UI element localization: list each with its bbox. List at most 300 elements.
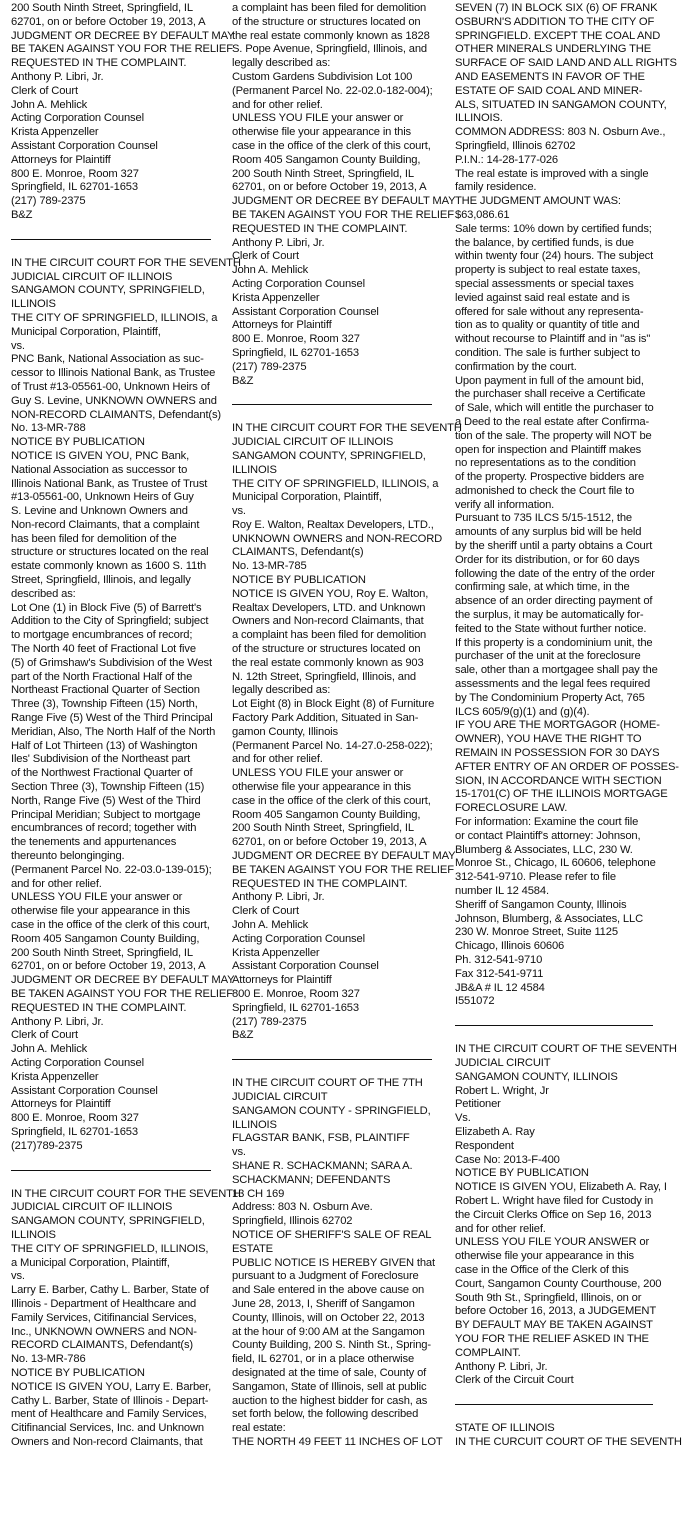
notice-line: has been filed for demolition of the — [11, 532, 177, 545]
notice-line: (Permanent Parcel No. 22-03.0-139-015); — [11, 863, 212, 876]
notice-line: Acting Corporation Counsel — [232, 277, 365, 290]
notice-line: or contact Plaintiff's attorney: Johnson, — [455, 829, 641, 842]
notice-line: Blumberg & Associates, LLC, 230 W. — [455, 843, 633, 856]
notice-divider — [455, 1025, 653, 1026]
notice-line: legally described as: — [232, 57, 331, 70]
notice-line: JUDGMENT OR DECREE BY DEFAULT MAY — [11, 29, 235, 42]
legal-notice — [232, 2, 456, 388]
notice-line: Realtax Developers, LTD. and Unknown — [232, 601, 426, 614]
notice-line: vs. — [232, 505, 246, 518]
notice-line: (217) 789-2375 — [232, 1015, 307, 1028]
notice-line: Anthony P. Libri, Jr. — [11, 1015, 104, 1028]
notice-line: REMAIN IN POSSESSION FOR 30 DAYS — [455, 747, 660, 760]
notice-line: sale, other than a mortgagee shall pay the — [455, 664, 658, 677]
notice-line: IN THE CIRCUIT COURT FOR THE SEVENTH — [11, 1187, 241, 1200]
notice-line: ILLINOIS — [11, 1228, 56, 1241]
notice-line: THE CITY OF SPRINGFIELD, ILLINOIS, — [11, 1242, 209, 1255]
notice-line: amounts of any surplus bid will be held — [455, 526, 642, 539]
notice-line: absence of an order directing payment of — [455, 595, 653, 608]
notice-line: part of the North Fractional Half of the — [11, 670, 193, 683]
notice-line: gamon County, Illinois — [232, 725, 338, 738]
notice-line: ESTATE — [232, 1242, 273, 1255]
notice-line: Street, Springfield, Illinois, and legally — [11, 574, 191, 587]
notice-line: and for other relief. — [232, 753, 323, 766]
notice-line: ILLINOIS — [232, 463, 277, 476]
notice-line: I551072 — [455, 995, 495, 1008]
notice-line: Acting Corporation Counsel — [11, 1056, 144, 1069]
notice-line: ILLINOIS. — [455, 112, 503, 125]
notice-line: B&Z — [232, 1029, 254, 1042]
notice-line: assessments and the legal fees required — [455, 678, 651, 691]
notice-line: Owners and Non-record Claimants, that — [11, 1435, 203, 1448]
notice-line: UNKNOWN OWNERS and NON-RECORD — [232, 532, 443, 545]
notice-line: 62701, on or before October 19, 2013, A — [232, 836, 427, 849]
legal-notice — [455, 2, 679, 1009]
notice-line: and Sale entered in the above cause on — [232, 1284, 425, 1297]
notice-line: vs. — [11, 1270, 25, 1283]
notice-line: If this property is a condominium unit, the — [455, 636, 653, 649]
notice-line: FLAGSTAR BANK, FSB, PLAINTIFF — [232, 1132, 410, 1145]
notice-line: County Building, 200 S. Ninth St., Spring- — [232, 1339, 431, 1352]
notice-line: 200 South Ninth Street, Springfield, IL — [232, 167, 414, 180]
notice-line: otherwise file your appearance in this — [11, 905, 190, 918]
notice-line: Address: 803 N. Osburn Ave. — [232, 1201, 373, 1214]
notice-line: admonished to check the Court file to — [455, 484, 635, 497]
notice-line: of the property. Prospective bidders are — [455, 471, 645, 484]
notice-line: vs. — [232, 1146, 246, 1159]
notice-line: North, Range Five (5) West of the Third — [11, 794, 201, 807]
notice-line: by the sheriff until a party obtains a Court — [455, 540, 653, 553]
notice-line: 15-1701(C) OF THE ILLINOIS MORTGAGE — [455, 788, 668, 801]
notice-line: NOTICE IS GIVEN YOU, Elizabeth A. Ray, I — [455, 1181, 667, 1194]
notice-line: Springfield, Illinois 62702 — [455, 139, 576, 152]
notice-line: Sale terms: 10% down by certified funds; — [455, 222, 652, 235]
notice-line: John A. Mehlick — [232, 919, 309, 931]
notice-line: feited to the State without further notice. — [455, 622, 647, 635]
notice-line: 800 E. Monroe, Room 327 — [11, 167, 139, 180]
notice-line: the surplus, it may be automatically for- — [455, 609, 644, 622]
notice-line: NOTICE IS GIVEN YOU, PNC Bank, — [11, 449, 190, 462]
notice-line: PNC Bank, National Association as suc- — [11, 353, 204, 366]
notice-line: designated at the time of sale, County of — [232, 1366, 427, 1379]
notice-line: SION, IN ACCORDANCE WITH SECTION — [455, 774, 662, 787]
notice-line: OTHER MINERALS UNDERLYING THE — [455, 43, 652, 56]
notice-line: Family Services, Citifinancial Services, — [11, 1311, 197, 1324]
notice-line: NOTICE BY PUBLICATION — [455, 1167, 589, 1180]
notice-line: Springfield, IL 62701-1653 — [232, 1001, 359, 1014]
notice-line: RECORD CLAIMANTS, Defendant(s) — [11, 1339, 194, 1352]
notice-line: without recourse to Plaintiff and in "as is" — [455, 333, 651, 346]
notice-line: THE JUDGMENT AMOUNT WAS: — [455, 195, 621, 208]
notice-line: ment of Healthcare and Family Services, — [11, 1408, 207, 1421]
notice-line: THE NORTH 49 FEET 11 INCHES OF LOT — [232, 1435, 443, 1448]
notice-divider — [11, 1170, 211, 1171]
notice-line: Principal Meridian; Subject to mortgage — [11, 808, 201, 821]
notice-line: Clerk of Court — [11, 84, 78, 97]
notice-line: following the date of the entry of the order — [455, 567, 655, 580]
notice-line: of the structure or structures located on — [232, 15, 421, 28]
notice-line: Owners and Non-record Claimants, that — [232, 615, 424, 628]
notice-line: Springfield, IL 62701-1653 — [11, 181, 138, 194]
notice-line: National Association as successor to — [11, 463, 188, 476]
notice-line: Room 405 Sangamon County Building, — [232, 808, 421, 821]
notice-line: No. 13-MR-785 — [232, 560, 307, 573]
notice-line: 200 South Ninth Street, Springfield, IL — [11, 946, 193, 959]
notice-line: case in the Office of the Clerk of this — [455, 1263, 629, 1276]
notice-line: Chicago, Illinois 60606 — [455, 940, 565, 953]
notice-line: JUDICIAL CIRCUIT — [455, 1056, 551, 1069]
notice-line: Roy E. Walton, Realtax Developers, LTD., — [232, 518, 434, 531]
notice-line: the tenements and appurtenances — [11, 836, 177, 849]
notice-line: Anthony P. Libri, Jr. — [232, 236, 325, 249]
notice-line: No. 13-MR-786 — [11, 1353, 86, 1366]
notice-line: Clerk of Court — [11, 1029, 78, 1042]
notice-divider — [232, 404, 432, 405]
notice-line: The North 40 feet of Fractional Lot five — [11, 643, 196, 656]
notice-line: COMPLAINT. — [455, 1346, 521, 1359]
notice-line: B&Z — [11, 208, 33, 221]
notice-line: Clerk of Court — [232, 905, 299, 918]
notice-line: 200 South Ninth Street, Springfield, IL — [11, 2, 193, 14]
notice-line: ESTATE OF SAID COAL AND MINER- — [455, 84, 643, 97]
notice-line: Springfield, Illinois 62702 — [232, 1215, 353, 1228]
notice-line: AFTER ENTRY OF AN ORDER OF POSSES- — [455, 760, 679, 773]
notice-line: IN THE CIRCUIT COURT OF THE 7TH — [232, 1077, 423, 1090]
notice-line: JUDGMENT OR DECREE BY DEFAULT MAY — [232, 850, 456, 863]
notice-line: special assessments or special taxes — [455, 277, 634, 290]
notice-line: Inc., UNKNOWN OWNERS and NON- — [11, 1325, 197, 1338]
notice-line: JB&A # IL 12 4584 — [455, 981, 545, 994]
notice-line: IF YOU ARE THE MORTGAGOR (HOME- — [455, 719, 660, 732]
notice-line: and for other relief. — [455, 1222, 546, 1235]
notice-line: NOTICE IS GIVEN YOU, Larry E. Barber, — [11, 1380, 212, 1393]
notice-line: ILCS 605/9(g)(1) and (g)(4). — [455, 705, 590, 718]
notice-line: Springfield, IL 62701-1653 — [232, 346, 359, 359]
notice-line: Guy S. Levine, UNKNOWN OWNERS and — [11, 394, 217, 407]
notice-line: vs. — [11, 339, 25, 352]
notice-line: NOTICE BY PUBLICATION — [11, 436, 145, 449]
notice-line: JUDGMENT OR DECREE BY DEFAULT MAY — [11, 974, 235, 987]
notice-line: set forth below, the following described — [232, 1408, 419, 1421]
notice-line: 13 CH 169 — [232, 1187, 285, 1200]
notice-line: before October 16, 2013, a JUDGEMENT — [455, 1305, 657, 1318]
notice-line: confirmation by the court. — [455, 360, 577, 373]
notice-line: REQUESTED IN THE COMPLAINT. — [232, 222, 408, 235]
notice-line: N. 12th Street, Springfield, Illinois, and — [232, 670, 416, 683]
legal-notice — [232, 1077, 443, 1450]
notice-line: Municipal Corporation, Plaintiff, — [232, 491, 382, 504]
notice-line: John A. Mehlick — [11, 1043, 88, 1056]
notice-line: Range Five (5) West of the Third Principal — [11, 712, 213, 725]
notice-divider — [232, 1059, 432, 1060]
notice-line: SANGAMON COUNTY, SPRINGFIELD, — [232, 449, 426, 462]
notice-line: Order for its distribution, or for 60 days — [455, 553, 640, 566]
notice-line: the balance, by certified funds, is due — [455, 236, 634, 249]
notice-line: (5) of Grimshaw's Subdivision of the West — [11, 656, 212, 669]
notice-line: Krista Appenzeller — [11, 1070, 99, 1083]
notice-line: pursuant to a Judgment of Foreclosure — [232, 1270, 419, 1283]
notice-line: Assistant Corporation Counsel — [11, 1084, 158, 1097]
notice-line: family residence. — [455, 181, 537, 194]
notice-line: THE CITY OF SPRINGFIELD, ILLINOIS, a — [11, 311, 218, 324]
legal-notice — [232, 422, 462, 1043]
notice-line: otherwise file your appearance in this — [455, 1250, 634, 1263]
notice-line: Anthony P. Libri, Jr. — [455, 1360, 548, 1373]
notice-line: REQUESTED IN THE COMPLAINT. — [11, 57, 187, 70]
notice-line: THE CITY OF SPRINGFIELD, ILLINOIS, a — [232, 477, 439, 490]
notice-line: confirming sale, at which time, in the — [455, 581, 630, 594]
notice-line: Sheriff of Sangamon County, Illinois — [455, 898, 627, 911]
notice-line: levied against said real estate and is — [455, 291, 630, 304]
notice-line: condition. The sale is further subject to — [455, 346, 641, 359]
notice-line: Springfield, IL 62701-1653 — [11, 1125, 138, 1138]
notice-line: STATE OF ILLINOIS — [455, 1422, 555, 1435]
notice-line: case in the office of the clerk of this court, — [232, 794, 431, 807]
notice-line: a Municipal Corporation, Plaintiff, — [11, 1256, 170, 1269]
notice-line: within twenty four (24) hours. The subject — [455, 250, 654, 263]
notice-line: cessor to Illinois National Bank, as Trustee — [11, 367, 216, 380]
notice-line: Krista Appenzeller — [11, 126, 99, 139]
notice-line: and for other relief. — [232, 98, 323, 111]
notice-line: John A. Mehlick — [232, 264, 309, 277]
legal-notice — [11, 2, 235, 223]
notice-line: County, Illinois, will on October 22, 2013 — [232, 1311, 425, 1324]
notice-line: Acting Corporation Counsel — [232, 932, 365, 945]
notice-line: Custom Gardens Subdivision Lot 100 — [232, 70, 413, 83]
column-2 — [232, 2, 462, 1522]
notice-line: Municipal Corporation, Plaintiff, — [11, 325, 161, 338]
notice-line: Anthony P. Libri, Jr. — [11, 70, 104, 83]
notice-line: Assistant Corporation Counsel — [11, 139, 158, 152]
notice-line: 200 South Ninth Street, Springfield, IL — [232, 822, 414, 835]
notice-line: June 28, 2013, I, Sheriff of Sangamon — [232, 1297, 415, 1310]
notice-line: structure or structures located on the real — [11, 546, 209, 559]
notice-line: (217) 789-2375 — [11, 195, 86, 208]
notice-line: Monroe St., Chicago, IL 60606, telephone — [455, 857, 656, 870]
notice-line: Larry E. Barber, Cathy L. Barber, State of — [11, 1284, 209, 1297]
notice-line: The real estate is improved with a single — [455, 167, 649, 180]
notice-line: Krista Appenzeller — [232, 946, 320, 959]
notice-line: Northeast Fractional Quarter of Section — [11, 684, 200, 697]
notice-line: CLAIMANTS, Defendant(s) — [232, 546, 364, 559]
notice-line: Fax 312-541-9711 — [455, 967, 544, 980]
notice-line: Vs. — [455, 1112, 471, 1125]
notice-line: YOU FOR THE RELIEF ASKED IN THE — [455, 1332, 649, 1345]
notice-line: SANGAMON COUNTY - SPRINGFIELD, — [232, 1104, 431, 1117]
notice-line: JUDICIAL CIRCUIT OF ILLINOIS — [11, 1201, 173, 1214]
notice-line: SPRINGFIELD. EXCEPT THE COAL AND — [455, 29, 661, 42]
notice-line: 62701, on or before October 19, 2013, A — [11, 960, 206, 973]
notice-line: NOTICE IS GIVEN YOU, Roy E. Walton, — [232, 587, 429, 600]
notice-line: SANGAMON COUNTY, ILLINOIS — [455, 1070, 618, 1083]
notice-line: OWNER), YOU HAVE THE RIGHT TO — [455, 733, 642, 746]
notice-line: tion of the sale. The property will NOT be — [455, 429, 652, 442]
notice-line: Robert L. Wright, Jr — [455, 1084, 549, 1097]
notice-line: AND EASEMENTS IN FAVOR OF THE — [455, 70, 645, 83]
notice-line: Johnson, Blumberg, & Associates, LLC — [455, 912, 643, 925]
notice-line: thereunto belonginging. — [11, 850, 125, 863]
notice-line: Room 405 Sangamon County Building, — [11, 932, 200, 945]
notice-line: Respondent — [455, 1139, 514, 1152]
notice-line: Attorneys for Plaintiff — [11, 1098, 111, 1111]
notice-line: $63,086.61 — [455, 208, 510, 221]
notice-line: auction to the highest bidder for cash, as — [232, 1394, 428, 1407]
notice-line: 62701, on or before October 19, 2013, A — [232, 181, 427, 194]
notice-line: NOTICE OF SHERIFF'S SALE OF REAL — [232, 1228, 432, 1241]
notice-line: open for inspection and Plaintiff makes — [455, 443, 642, 456]
notice-line: property is subject to real estate taxes, — [455, 264, 641, 277]
notice-line: JUDGMENT OR DECREE BY DEFAULT MAY — [232, 195, 456, 208]
notice-line: a complaint has been filed for demolition — [232, 2, 427, 14]
notice-line: no representations as to the condition — [455, 457, 636, 470]
notice-line: Pursuant to 735 ILCS 5/15-1512, the — [455, 512, 632, 525]
notice-line: SANGAMON COUNTY, SPRINGFIELD, — [11, 1215, 205, 1228]
notice-line: South 9th St., Springfield, Illinois, on or — [455, 1291, 642, 1304]
notice-line: JUDICIAL CIRCUIT OF ILLINOIS — [232, 436, 394, 449]
notice-line: Assistant Corporation Counsel — [232, 960, 379, 973]
notice-divider — [455, 1404, 653, 1405]
notice-line: Factory Park Addition, Situated in San- — [232, 712, 419, 725]
notice-line: SHANE R. SCHACKMANN; SARA A. — [232, 1159, 413, 1172]
legal-notice — [11, 1187, 241, 1450]
notice-line: of Trust #13-05561-00, Unknown Heirs of — [11, 380, 210, 393]
notice-line: BE TAKEN AGAINST YOU FOR THE RELIEF — [232, 863, 454, 876]
notice-line: 800 E. Monroe, Room 327 — [232, 333, 360, 346]
notice-line: SANGAMON COUNTY, SPRINGFIELD, — [11, 284, 205, 297]
notice-line: Citifinancial Services, Inc. and Unknown — [11, 1422, 204, 1435]
notice-line: IN THE CIRCUIT COURT FOR THE SEVENTH — [232, 422, 462, 435]
legal-notice — [11, 256, 241, 1154]
notice-line: Non-record Claimants, that a complaint — [11, 518, 200, 531]
notice-line: SEVEN (7) IN BLOCK SIX (6) OF FRANK — [455, 2, 658, 14]
notice-line: 800 E. Monroe, Room 327 — [11, 1112, 139, 1125]
notice-line: (217) 789-2375 — [232, 360, 307, 373]
notice-line: purchaser of the unit at the foreclosure — [455, 650, 641, 663]
notice-line: Sangamon, State of Illinois, sell at public — [232, 1380, 427, 1393]
notice-line: S. Levine and Unknown Owners and — [11, 505, 188, 518]
notice-line: UNLESS YOU FILE your answer or — [232, 112, 404, 125]
notice-line: NOTICE BY PUBLICATION — [11, 1366, 145, 1379]
notice-line: BE TAKEN AGAINST YOU FOR THE RELIEF — [11, 987, 233, 1000]
notice-line: Petitioner — [455, 1098, 501, 1111]
notice-line: REQUESTED IN THE COMPLAINT. — [11, 1001, 187, 1014]
notice-line: REQUESTED IN THE COMPLAINT. — [232, 877, 408, 890]
notice-line: UNLESS YOU FILE YOUR ANSWER or — [455, 1236, 650, 1249]
notice-line: ILLINOIS — [11, 298, 56, 311]
notice-line: 800 E. Monroe, Room 327 — [232, 987, 360, 1000]
notice-line: (Permanent Parcel No. 22-02.0-182-004); — [232, 84, 433, 97]
notice-line: the real estate commonly known as 903 — [232, 656, 424, 669]
notice-line: Three (3), Township Fifteen (15) North, — [11, 698, 198, 711]
notice-line: Assistant Corporation Counsel — [232, 305, 379, 318]
notice-line: For information: Examine the court file — [455, 816, 639, 829]
notice-line: No. 13-MR-788 — [11, 422, 86, 435]
notice-line: the real estate commonly known as 1828 — [232, 29, 430, 42]
notice-line: estate commonly known as 1600 S. 11th — [11, 560, 207, 573]
notice-line: ILLINOIS — [232, 1118, 277, 1131]
notice-line: encumbrances of record; together with — [11, 822, 197, 835]
legal-notice — [455, 1043, 677, 1388]
notice-line: Attorneys for Plaintiff — [11, 153, 111, 166]
notice-line: PUBLIC NOTICE IS HEREBY GIVEN that — [232, 1256, 435, 1269]
notice-line: Ph. 312-541-9710 — [455, 953, 543, 966]
notice-line: Lot One (1) in Block Five (5) of Barrett's — [11, 601, 202, 614]
notice-line: real estate: — [232, 1422, 286, 1435]
notice-line: Attorneys for Plaintiff — [232, 974, 332, 987]
notice-line: Cathy L. Barber, State of Illinois - Depart- — [11, 1394, 209, 1407]
notice-line: Acting Corporation Counsel — [11, 112, 144, 125]
notice-line: ALS, SITUATED IN SANGAMON COUNTY, — [455, 98, 667, 111]
notice-line: otherwise file your appearance in this — [232, 126, 411, 139]
notice-line: Court, Sangamon County Courthouse, 200 — [455, 1277, 662, 1290]
notice-line: the purchaser shall receive a Certificate — [455, 388, 646, 401]
legal-notice — [455, 1422, 682, 1450]
notice-line: (217)789-2375 — [11, 1139, 83, 1152]
notice-line: Section Three (3), Township Fifteen (15) — [11, 781, 205, 794]
notice-line: IN THE CIRCUIT COURT OF THE SEVENTH — [455, 1043, 677, 1056]
notice-line: Clerk of the Circuit Court — [455, 1374, 574, 1387]
notice-line: number IL 12 4584. — [455, 885, 549, 897]
notice-line: BE TAKEN AGAINST YOU FOR THE RELIEF — [11, 43, 233, 56]
notice-line: offered for sale without any representa- — [455, 305, 644, 318]
notice-line: Case No: 2013-F-400 — [455, 1153, 560, 1166]
notice-divider — [11, 239, 211, 240]
notice-line: (Permanent Parcel No. 14-27.0-258-022); — [232, 739, 433, 752]
notice-line: UNLESS YOU FILE your answer or — [232, 767, 404, 780]
notice-line: at the hour of 9:00 AM at the Sangamon — [232, 1325, 425, 1338]
notice-line: case in the office of the clerk of this court, — [232, 139, 431, 152]
notice-line: Meridian, Also, The North Half of the North — [11, 725, 216, 738]
notice-line: Attorneys for Plaintiff — [232, 319, 332, 332]
notice-line: 312-541-9710. Please refer to file — [455, 871, 616, 884]
notice-line: S. Pope Avenue, Springfield, Illinois, and — [232, 43, 428, 56]
notice-line: JUDICIAL CIRCUIT OF ILLINOIS — [11, 270, 173, 283]
column-3 — [455, 2, 682, 1522]
notice-line: a complaint has been filed for demolition — [232, 629, 427, 642]
column-1 — [11, 2, 241, 1522]
notice-line: OSBURN'S ADDITION TO THE CITY OF — [455, 15, 655, 28]
notice-line: FORECLOSURE LAW. — [455, 802, 568, 815]
notice-line: Illinois National Bank, as Trustee of Trust — [11, 477, 208, 490]
notice-line: of the structure or structures located on — [232, 643, 421, 656]
notice-line: 62701, on or before October 19, 2013, A — [11, 15, 206, 28]
notice-line: Krista Appenzeller — [232, 291, 320, 304]
notice-line: Lot Eight (8) in Block Eight (8) of Furniture — [232, 698, 435, 711]
notice-line: SCHACKMANN; DEFENDANTS — [232, 1173, 391, 1186]
notice-line: John A. Mehlick — [11, 98, 88, 111]
notice-line: of the Northwest Fractional Quarter of — [11, 767, 193, 780]
notice-line: Illinois - Department of Healthcare and — [11, 1297, 197, 1310]
notice-line: case in the office of the clerk of this court, — [11, 919, 210, 931]
notice-line: NON-RECORD CLAIMANTS, Defendant(s) — [11, 408, 221, 421]
notice-line: by The Condominium Property Act, 765 — [455, 691, 645, 704]
notice-line: NOTICE BY PUBLICATION — [232, 574, 366, 587]
notice-line: IN THE CIRCUIT COURT FOR THE SEVENTH — [11, 256, 241, 269]
notice-line: verify all information. — [455, 498, 555, 511]
notice-line: 230 W. Monroe Street, Suite 1125 — [455, 926, 618, 939]
notice-line: of Sale, which will entitle the purchaser to — [455, 402, 654, 415]
notice-line: SURFACE OF SAID LAND AND ALL RIGHTS — [455, 57, 677, 70]
notice-line: to mortgage encumbrances of record; — [11, 629, 193, 642]
notice-line: JUDICIAL CIRCUIT — [232, 1090, 328, 1103]
notice-line: tion as to quality or quantity of title and — [455, 319, 640, 332]
notice-line: otherwise file your appearance in this — [232, 781, 411, 794]
notice-line: Iles' Subdivision of the Northeast part — [11, 753, 191, 766]
notice-line: UNLESS YOU FILE your answer or — [11, 891, 183, 904]
notice-line: described as: — [11, 587, 76, 600]
notice-line: Anthony P. Libri, Jr. — [232, 891, 325, 904]
notice-line: Addition to the City of Springfield; subject — [11, 615, 209, 628]
